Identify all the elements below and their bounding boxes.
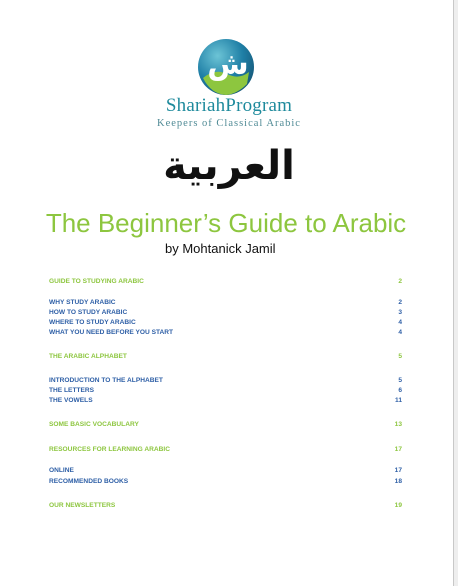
toc-subsection-row[interactable] xyxy=(49,396,402,405)
toc-subsection-row[interactable] xyxy=(49,318,402,327)
toc-section-row[interactable] xyxy=(49,420,402,429)
page-scroll-gutter xyxy=(454,0,458,586)
toc-section-row[interactable] xyxy=(49,352,402,361)
toc-page-number: 11 xyxy=(395,397,402,404)
toc-subsection-row[interactable] xyxy=(49,386,402,395)
document-title: The Beginner’s Guide to Arabic xyxy=(45,208,407,238)
toc-subsection-row[interactable] xyxy=(49,376,402,385)
author-name: by Mohtanick Jamil xyxy=(165,241,276,256)
toc-page-number: 18 xyxy=(394,478,402,485)
toc-label: THE ARABIC ALPHABET xyxy=(49,353,127,360)
toc-label: ONLINE xyxy=(49,467,74,474)
arabic-title: العربية xyxy=(163,143,295,189)
toc-page-number: 5 xyxy=(398,353,402,360)
toc-label: INTRODUCTION TO THE ALPHABET xyxy=(49,377,163,384)
toc-subsection-row[interactable] xyxy=(49,308,402,317)
toc-page-number: 4 xyxy=(398,329,402,336)
toc-subsection-row[interactable] xyxy=(49,477,402,486)
logo-glyph: ش xyxy=(207,47,249,82)
toc-page-number: 5 xyxy=(398,377,402,384)
brand-name: ShariahProgram xyxy=(165,95,293,116)
toc-page-number: 2 xyxy=(398,278,402,285)
toc-page-number: 17 xyxy=(394,467,402,474)
toc-subsection-row[interactable] xyxy=(49,466,402,475)
toc-label: WHAT YOU NEED BEFORE YOU START xyxy=(49,329,174,336)
toc-page-number: 6 xyxy=(398,387,402,394)
toc-page-number: 2 xyxy=(398,299,402,306)
toc-page-number: 3 xyxy=(398,309,402,316)
toc-section-row[interactable] xyxy=(49,277,402,286)
toc-label: THE LETTERS xyxy=(49,387,95,394)
toc-subsection-row[interactable] xyxy=(49,328,402,337)
toc-label: THE VOWELS xyxy=(49,397,93,404)
toc-page-number: 13 xyxy=(394,421,402,428)
toc-section-row[interactable] xyxy=(49,501,402,510)
toc-subsection-row[interactable] xyxy=(49,298,402,307)
toc-label: RECOMMENDED BOOKS xyxy=(49,478,129,485)
shariah-program-logo-icon xyxy=(197,38,255,96)
toc-label: SOME BASIC VOCABULARY xyxy=(49,421,139,428)
toc-label: WHERE TO STUDY ARABIC xyxy=(49,319,136,326)
toc-page-number: 19 xyxy=(394,502,402,509)
brand-tagline: Keepers of Classical Arabic xyxy=(157,118,301,129)
toc-page-number: 4 xyxy=(398,319,402,326)
toc-label: HOW TO STUDY ARABIC xyxy=(49,309,128,316)
toc-section-row[interactable] xyxy=(49,445,402,454)
toc-label: OUR NEWSLETTERS xyxy=(49,502,116,509)
toc-label: RESOURCES FOR LEARNING ARABIC xyxy=(49,446,171,453)
toc-page-number: 17 xyxy=(394,446,402,453)
toc-label: WHY STUDY ARABIC xyxy=(49,299,116,306)
toc-label: GUIDE TO STUDYING ARABIC xyxy=(49,278,144,285)
